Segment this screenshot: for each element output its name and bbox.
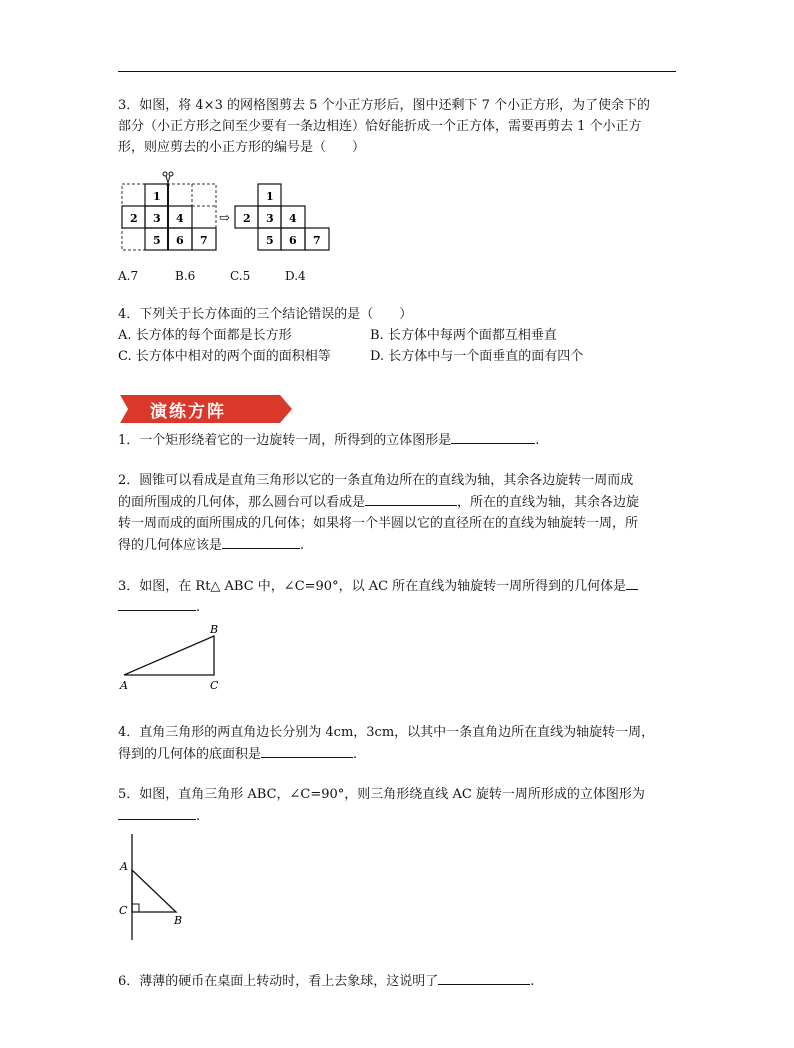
right-cell-2: 2	[243, 212, 251, 225]
s2-q2-line1: 2．圆锥可以看成是直角三角形以它的一条直角边所在的直线为轴，其余各边旋转一周而成	[118, 473, 634, 488]
right-angle-mark	[132, 904, 139, 912]
left-cell-6: 6	[176, 234, 184, 247]
left-cell-3: 3	[153, 212, 161, 225]
s1-q3-line2: 部分（小正方形之间至少要有一条边相连）恰好能折成一个正方体，需要再剪去 1 个小正方	[118, 119, 642, 134]
s1-q3-option-d[interactable]: D.4	[285, 269, 306, 283]
label-a-2: A	[120, 860, 128, 873]
s2-q2-line2a: 的面所围成的几何体，那么圆台可以看成是	[118, 495, 366, 510]
grid-figure	[118, 170, 338, 256]
s2-q5-blank[interactable]	[118, 807, 196, 820]
label-b-1: B	[210, 623, 219, 636]
s2-q2-blank2[interactable]	[222, 536, 300, 549]
right-cell-5: 5	[266, 234, 274, 247]
right-cell-4: 4	[289, 212, 297, 225]
left-cell-5: 5	[153, 234, 161, 247]
s1-q4-option-a[interactable]: A. 长方体的每个面都是长方形	[118, 328, 292, 343]
s1-q3-option-a[interactable]: A.7	[118, 269, 139, 283]
left-cell-1: 1	[153, 190, 161, 203]
label-c-2: C	[119, 904, 128, 917]
s2-q6-blank[interactable]	[438, 972, 530, 985]
s2-q3-end: .	[196, 600, 201, 615]
right-cell-6: 6	[289, 234, 297, 247]
right-cell-1: 1	[266, 190, 274, 203]
s1-q3-line1: 3．如图，将 4×3 的网格图剪去 5 个小正方形后，图中还剩下 7 个小正方形，为了使余下的	[118, 98, 651, 113]
s1-q4-stem: 4．下列关于长方体面的三个结论错误的是（ ）	[118, 307, 413, 322]
triangle-figure-2	[112, 830, 202, 942]
s2-q2-line3: 转一周而成的面所围成的几何体；如果将一个半圆以它的直径所在的直线为轴旋转一周，所	[118, 516, 639, 531]
s2-q3-blank-a[interactable]	[626, 577, 638, 590]
s2-q2-line2b: ，所在的直线为轴，其余各边旋	[457, 495, 640, 510]
triangle-abc-1	[124, 636, 214, 675]
s2-q4-line2b: .	[353, 747, 358, 762]
right-cell-7: 7	[313, 234, 321, 247]
s2-q3-blank-b[interactable]	[118, 598, 196, 611]
right-cell-3: 3	[266, 212, 274, 225]
s2-q6-text: 6．薄薄的硬币在桌面上转动时，看上去象球，这说明了	[118, 974, 439, 989]
s2-q6	[118, 972, 534, 991]
s1-q3-option-b[interactable]: B.6	[175, 269, 196, 283]
s2-q2-line2	[118, 493, 639, 512]
s2-q1-end: .	[535, 433, 540, 448]
s1-q3-option-c[interactable]: C.5	[230, 269, 251, 283]
s2-q6-end: .	[530, 974, 535, 989]
s2-q1-text: 1．一个矩形绕着它的一边旋转一周，所得到的立体图形是	[118, 433, 452, 448]
s2-q1-blank[interactable]	[451, 431, 535, 444]
left-cell-7: 7	[200, 234, 208, 247]
s2-q4-line1: 4．直角三角形的两直角边长分别为 4cm，3cm，以其中一条直角边所在直线为轴旋转一周，	[118, 725, 655, 740]
s2-q2-blank1[interactable]	[365, 493, 457, 506]
right-arrow-icon: ⇨	[219, 211, 230, 226]
s2-q2-line4a: 得的几何体应该是	[118, 538, 223, 553]
s2-q5-line2	[118, 807, 200, 826]
s1-q3-line3: 形，则应剪去的小正方形的编号是（ ）	[118, 140, 366, 155]
s1-q4-option-b[interactable]: B. 长方体中每两个面都互相垂直	[370, 328, 557, 343]
s2-q5-line1: 5．如图，直角三角形 ABC，∠C=90°，则三角形绕直线 AC 旋转一周所形成的立体图形为	[118, 787, 645, 802]
triangle-figure-1	[118, 622, 228, 692]
banner-title: 演练方阵	[150, 402, 226, 422]
s2-q3-line2	[118, 598, 200, 617]
s2-q4-blank[interactable]	[261, 745, 353, 758]
s2-q3-line1	[118, 577, 638, 596]
left-cell-4: 4	[176, 212, 184, 225]
s1-q4-option-d[interactable]: D. 长方体中与一个面垂直的面有四个	[370, 349, 584, 364]
s2-q2-line4b: .	[300, 538, 305, 553]
label-c-1: C	[210, 679, 219, 692]
left-cell-2: 2	[130, 212, 138, 225]
top-rule	[118, 71, 676, 72]
s2-q1	[118, 431, 539, 450]
s1-q4-option-c[interactable]: C. 长方体中相对的两个面的面积相等	[118, 349, 331, 364]
s2-q4-line2	[118, 745, 357, 764]
label-b-2: B	[174, 914, 183, 927]
label-a-1: A	[120, 679, 128, 692]
s2-q4-line2a: 得到的几何体的底面积是	[118, 747, 262, 762]
s2-q3-text: 3．如图，在 Rt△ ABC 中，∠C=90°，以 AC 所在直线为轴旋转一周所得到的几何体是	[118, 579, 627, 594]
s2-q2-line4	[118, 536, 304, 555]
s2-q5-end: .	[196, 809, 201, 824]
